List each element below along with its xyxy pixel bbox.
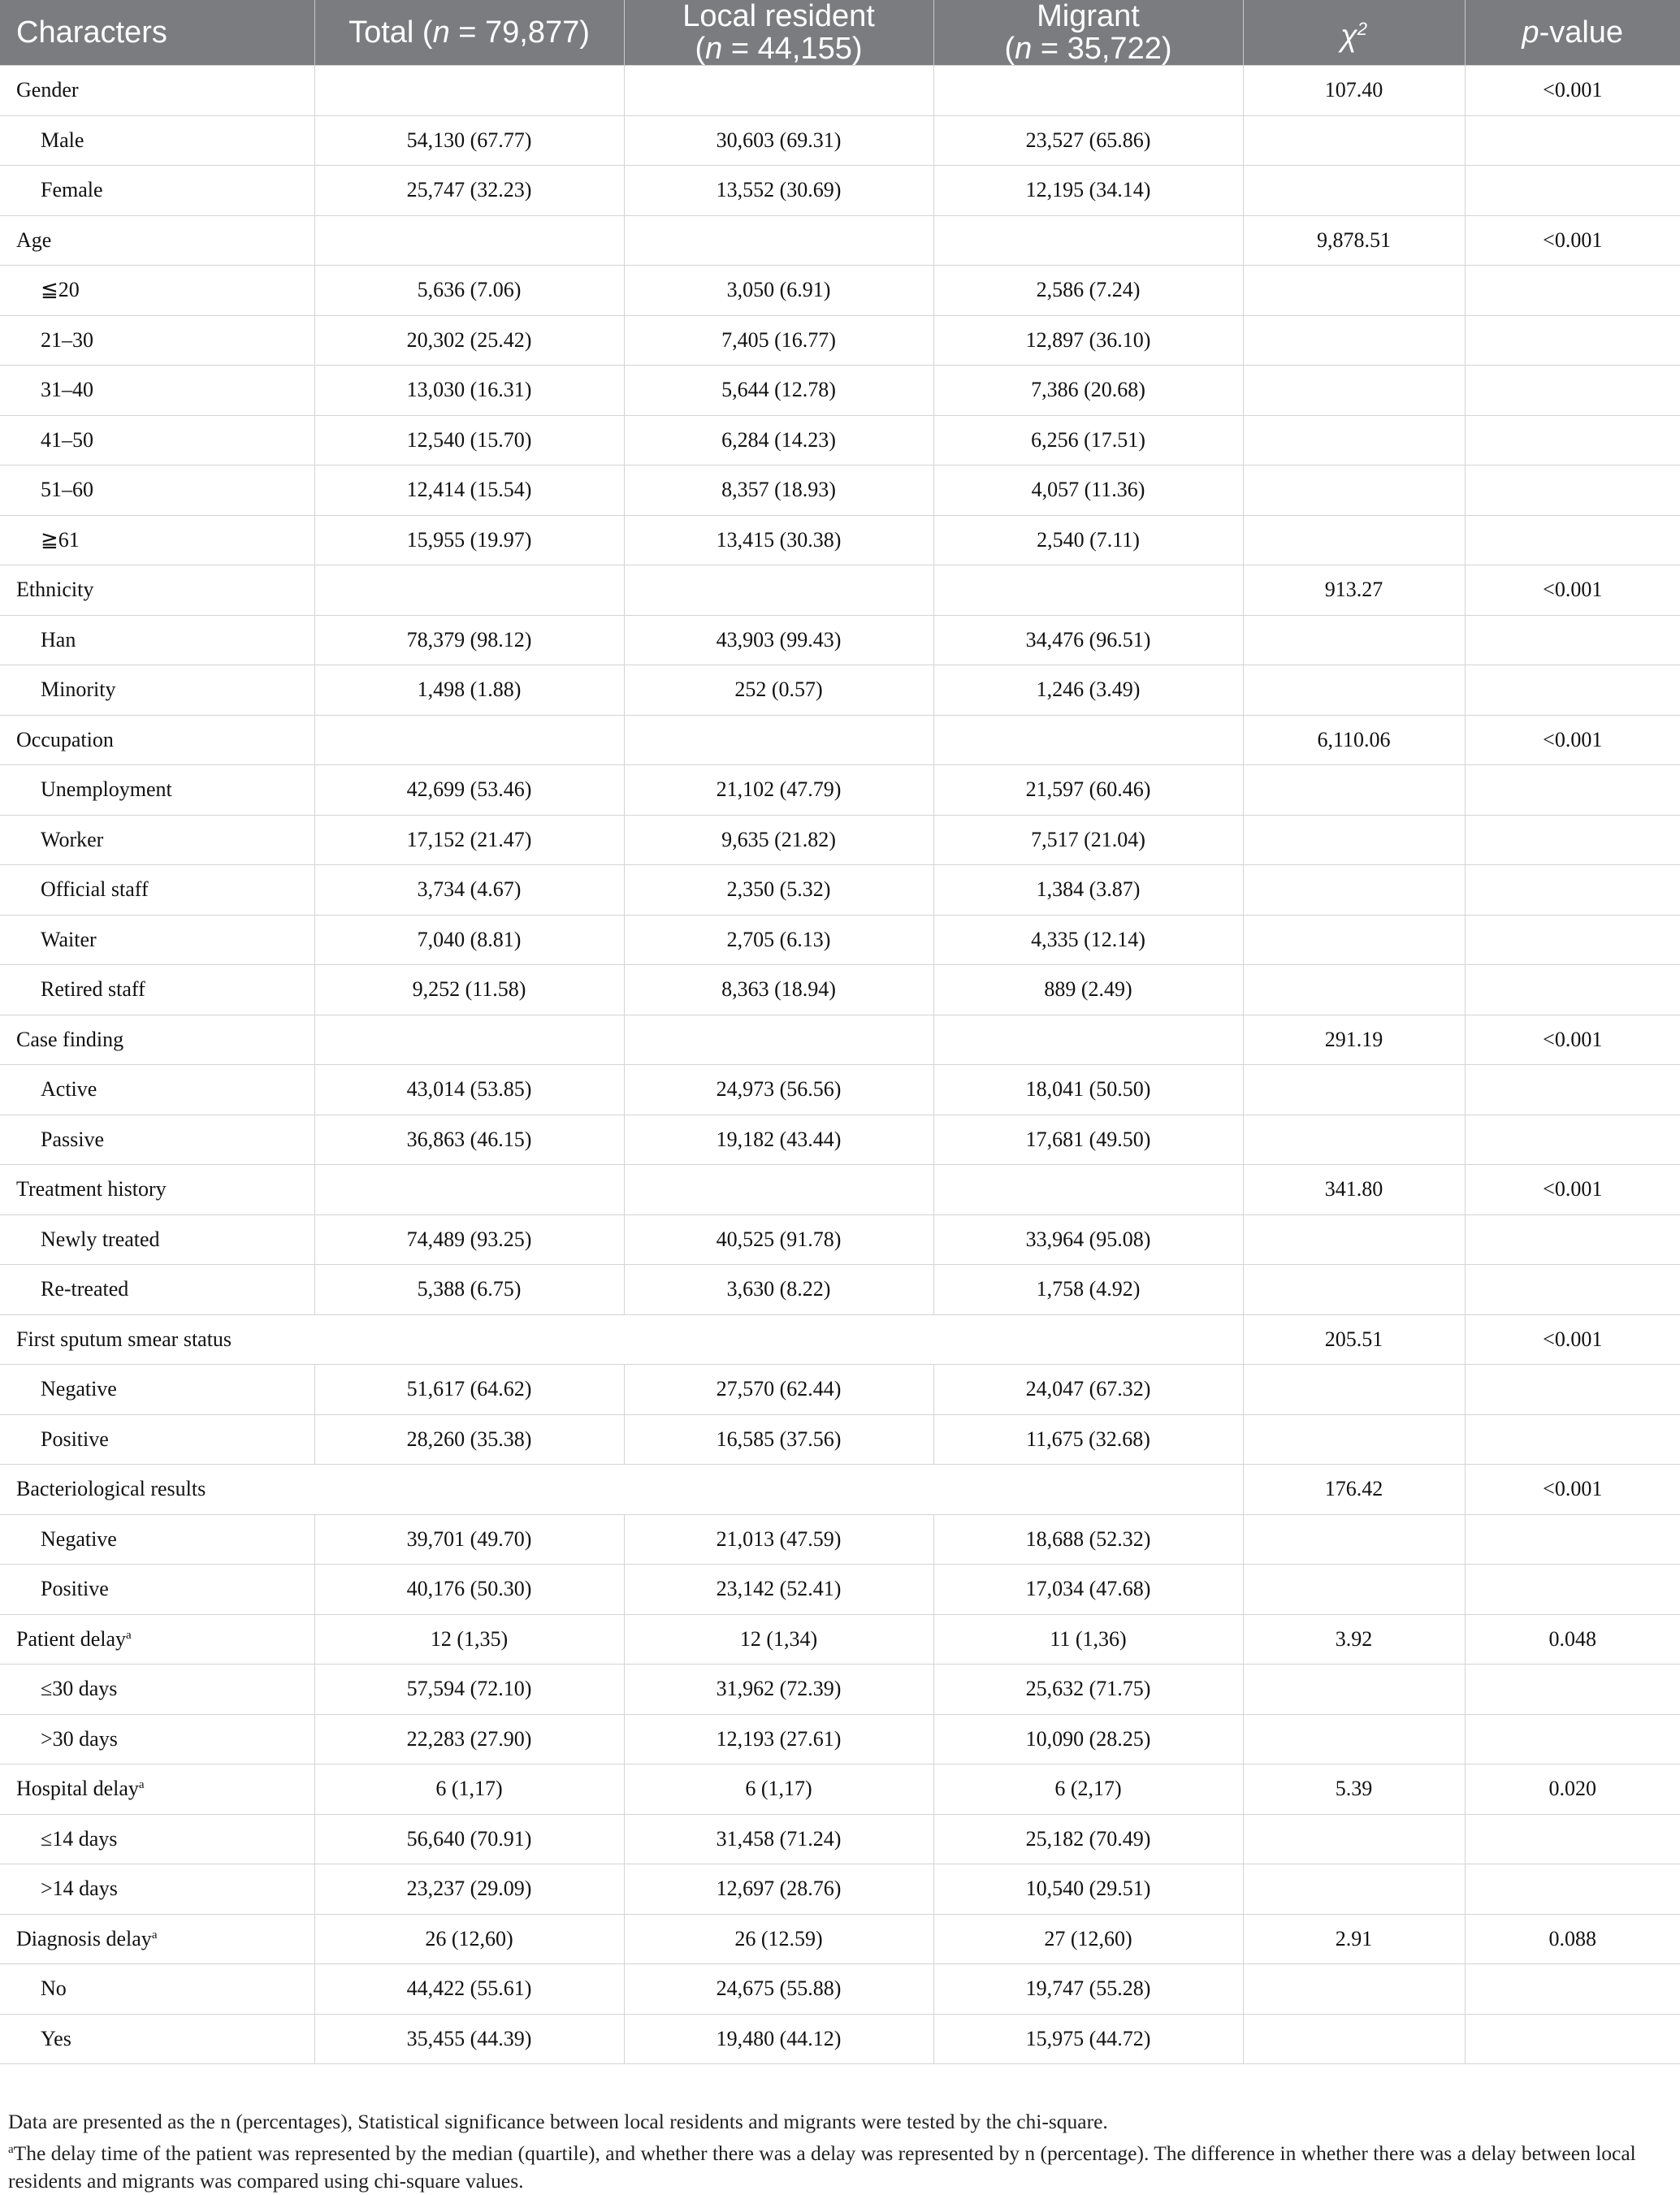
table-row [0,615,1680,665]
cell-c2: 252 (0.57) [624,665,933,716]
table-row [0,1864,1680,1915]
cell-c1 [314,66,624,116]
table-row [0,515,1680,565]
cell-c3: 6 (2,17) [933,1764,1243,1815]
cell-p [1465,1665,1680,1715]
group-label: Ethnicity [0,565,314,616]
cell-chi [1243,1714,1465,1764]
cell-c1 [314,1015,624,1065]
cell-c3 [933,66,1243,116]
cell-c3 [933,715,1243,765]
cell-c2: 31,962 (72.39) [624,1665,933,1715]
cell-c3: 4,335 (12.14) [933,915,1243,965]
group-label: Bacteriological results [0,1465,1243,1515]
table-row [0,366,1680,416]
category-label: 31–40 [0,366,314,416]
cell-chi [1243,1115,1465,1165]
table-row [0,2014,1680,2064]
cell-p [1465,1864,1680,1915]
cell-c1: 6 (1,17) [314,1764,624,1815]
cell-c1: 25,747 (32.23) [314,166,624,216]
category-label: Minority [0,665,314,716]
cell-chi [1243,515,1465,565]
cell-c2: 21,102 (47.79) [624,765,933,816]
cell-c3: 1,246 (3.49) [933,665,1243,716]
cell-c2: 24,675 (55.88) [624,1964,933,2015]
cell-c3: 7,386 (20.68) [933,366,1243,416]
cell-c2 [624,1015,933,1065]
cell-chi [1243,665,1465,716]
table-row [0,1714,1680,1764]
cell-p [1465,1365,1680,1415]
cell-chi [1243,865,1465,916]
cell-c1: 20,302 (25.42) [314,315,624,366]
cell-c3: 4,057 (11.36) [933,465,1243,516]
cell-c1: 26 (12,60) [314,1914,624,1964]
table-footnotes [8,2108,1672,2195]
table-row [0,166,1680,216]
table-row [0,1314,1680,1365]
cell-c3: 2,540 (7.11) [933,515,1243,565]
cell-c3: 11 (1,36) [933,1614,1243,1665]
cell-p [1465,115,1680,166]
header-local-resident: Local resident (n = 44,155) [624,0,933,66]
header-migrant: Migrant (n = 35,722) [933,0,1243,66]
cell-c2: 31,458 (71.24) [624,1814,933,1864]
table-row [0,1115,1680,1165]
cell-c1: 3,734 (4.67) [314,865,624,916]
cell-p [1465,366,1680,416]
table-row [0,1465,1680,1515]
cell-c1 [314,565,624,616]
category-label: Positive [0,1565,314,1615]
category-label: Active [0,1065,314,1115]
cell-c2: 12,697 (28.76) [624,1864,933,1915]
cell-p [1465,1964,1680,2015]
table-row [0,815,1680,865]
cell-c2: 26 (12.59) [624,1914,933,1964]
cell-c1: 12,414 (15.54) [314,465,624,516]
cell-p: <0.001 [1465,1015,1680,1065]
category-label: Unemployment [0,765,314,816]
cell-chi: 341.80 [1243,1165,1465,1215]
cell-c2: 3,050 (6.91) [624,266,933,316]
footnote-a: $^a$The delay time of the patient was represented by the median (quartile), and whether there was a delay was represented by n (percentage). The difference in whether there was a delay between local residents and migrants was compared using chi-square values. [8,2141,1636,2193]
table-row [0,266,1680,316]
cell-c3: 10,540 (29.51) [933,1864,1243,1915]
cell-chi: 291.19 [1243,1015,1465,1065]
cell-p: <0.001 [1465,715,1680,765]
cell-c1: 44,422 (55.61) [314,1964,624,2015]
cell-c2: 2,705 (6.13) [624,915,933,965]
cell-p [1465,1414,1680,1465]
cell-p [1465,515,1680,565]
cell-c1: 15,955 (19.97) [314,515,624,565]
cell-p [1465,1514,1680,1565]
cell-chi [1243,1814,1465,1864]
category-label: ≧61 [0,515,314,565]
cell-c2 [624,565,933,616]
cell-c2: 9,635 (21.82) [624,815,933,865]
cell-c1: 78,379 (98.12) [314,615,624,665]
cell-p [1465,1265,1680,1315]
cell-c3: 1,758 (4.92) [933,1265,1243,1315]
group-label: First sputum smear status [0,1314,1243,1365]
cell-c2: 43,903 (99.43) [624,615,933,665]
cell-c2: 6,284 (14.23) [624,415,933,465]
cell-c3: 18,041 (50.50) [933,1065,1243,1115]
cell-c2: 23,142 (52.41) [624,1565,933,1615]
cell-p [1465,166,1680,216]
cell-c2: 40,525 (91.78) [624,1214,933,1265]
category-label: Female [0,166,314,216]
cell-p: 0.020 [1465,1764,1680,1815]
table-row [0,465,1680,516]
cell-c3: 6,256 (17.51) [933,415,1243,465]
table-row [0,1614,1680,1665]
cell-p [1465,1115,1680,1165]
cell-c2: 6 (1,17) [624,1764,933,1815]
table-row [0,715,1680,765]
cell-chi [1243,366,1465,416]
cell-chi: 3.92 [1243,1614,1465,1665]
table-row [0,1764,1680,1815]
cell-p [1465,266,1680,316]
category-label: >30 days [0,1714,314,1764]
cell-c2: 2,350 (5.32) [624,865,933,916]
table-row [0,565,1680,616]
cell-c1: 22,283 (27.90) [314,1714,624,1764]
cell-chi [1243,1265,1465,1315]
table-row [0,1565,1680,1615]
cell-chi: 176.42 [1243,1465,1465,1515]
category-label: 51–60 [0,465,314,516]
cell-chi [1243,315,1465,366]
cell-c2: 24,973 (56.56) [624,1065,933,1115]
category-label: Negative [0,1514,314,1565]
cell-p: <0.001 [1465,215,1680,266]
cell-c3 [933,565,1243,616]
table-row [0,415,1680,465]
cell-c3: 27 (12,60) [933,1914,1243,1964]
cell-c1: 1,498 (1.88) [314,665,624,716]
cell-p: <0.001 [1465,1465,1680,1515]
cell-c2: 21,013 (47.59) [624,1514,933,1565]
cell-c2 [624,215,933,266]
cell-c2 [624,715,933,765]
category-label: Retired staff [0,965,314,1015]
cell-chi [1243,615,1465,665]
category-label: 21–30 [0,315,314,366]
cell-p: 0.088 [1465,1914,1680,1964]
header-characters: Characters [0,0,314,66]
cell-p: 0.048 [1465,1614,1680,1665]
category-label: Positive [0,1414,314,1465]
table-row [0,1414,1680,1465]
cell-c1: 5,388 (6.75) [314,1265,624,1315]
cell-chi [1243,915,1465,965]
footnote-main: Data are presented as the n (percentages), Statistical significance between local residents and migrants were tested by the chi-square. [8,2110,1108,2133]
cell-c3: 17,034 (47.68) [933,1565,1243,1615]
category-label: 41–50 [0,415,314,465]
cell-chi [1243,166,1465,216]
cell-c3: 24,047 (67.32) [933,1365,1243,1415]
header-total: Total (n = 79,877) [314,0,624,66]
table-row [0,1015,1680,1065]
cell-c3: 25,182 (70.49) [933,1814,1243,1864]
cell-c1: 35,455 (44.39) [314,2014,624,2064]
cell-c2: 13,552 (30.69) [624,166,933,216]
cell-c1: 57,594 (72.10) [314,1665,624,1715]
header-chi-square: $\chi^2$ [1243,0,1465,66]
cell-p [1465,915,1680,965]
cell-c2 [624,66,933,116]
cell-c2: 13,415 (30.38) [624,515,933,565]
cell-c1 [314,215,624,266]
cell-c1: 23,237 (29.09) [314,1864,624,1915]
cell-c3: 33,964 (95.08) [933,1214,1243,1265]
cell-c3 [933,1015,1243,1065]
table-row [0,1914,1680,1964]
table-body [0,66,1680,2064]
cell-c3: 15,975 (44.72) [933,2014,1243,2064]
cell-chi: 6,110.06 [1243,715,1465,765]
table-row [0,215,1680,266]
cell-c1: 40,176 (50.30) [314,1565,624,1615]
cell-c1: 5,636 (7.06) [314,266,624,316]
table-row [0,66,1680,116]
cell-c3: 7,517 (21.04) [933,815,1243,865]
cell-chi: 205.51 [1243,1314,1465,1365]
cell-c3: 25,632 (71.75) [933,1665,1243,1715]
cell-c3: 12,195 (34.14) [933,166,1243,216]
table-row [0,665,1680,716]
cell-chi [1243,1414,1465,1465]
group-label: Occupation [0,715,314,765]
cell-c2: 3,630 (8.22) [624,1265,933,1315]
cell-c3: 1,384 (3.87) [933,865,1243,916]
cell-p [1465,2014,1680,2064]
cell-c3: 18,688 (52.32) [933,1514,1243,1565]
cell-c3: 17,681 (49.50) [933,1115,1243,1165]
cell-chi [1243,1864,1465,1915]
cell-chi [1243,1065,1465,1115]
cell-p [1465,1814,1680,1864]
group-label: Diagnosis delay$^a$ [0,1914,314,1964]
cell-c1: 51,617 (64.62) [314,1365,624,1415]
table-row [0,1665,1680,1715]
cell-chi [1243,765,1465,816]
cell-c3: 12,897 (36.10) [933,315,1243,366]
cell-c2: 8,357 (18.93) [624,465,933,516]
table-row [0,1165,1680,1215]
table-row [0,965,1680,1015]
table-row [0,1964,1680,2015]
cell-c2: 5,644 (12.78) [624,366,933,416]
cell-c1: 12,540 (15.70) [314,415,624,465]
cell-c3: 21,597 (60.46) [933,765,1243,816]
cell-c2: 12 (1,34) [624,1614,933,1665]
cell-chi [1243,1964,1465,2015]
group-label: Gender [0,66,314,116]
cell-c1: 17,152 (21.47) [314,815,624,865]
cell-chi [1243,1665,1465,1715]
cell-c1: 39,701 (49.70) [314,1514,624,1565]
cell-c2: 12,193 (27.61) [624,1714,933,1764]
category-label: ≤14 days [0,1814,314,1864]
cell-c1: 7,040 (8.81) [314,915,624,965]
cell-chi [1243,965,1465,1015]
cell-p [1465,1714,1680,1764]
cell-p [1465,1214,1680,1265]
cell-p [1465,865,1680,916]
cell-p: <0.001 [1465,1314,1680,1365]
category-label: Passive [0,1115,314,1165]
table-row [0,765,1680,816]
cell-c1: 74,489 (93.25) [314,1214,624,1265]
cell-p [1465,465,1680,516]
group-label: Hospital delay$^a$ [0,1764,314,1815]
table-row [0,115,1680,166]
cell-chi: 2.91 [1243,1914,1465,1964]
category-label: No [0,1964,314,2015]
table-row [0,315,1680,366]
cell-c2 [624,1165,933,1215]
cell-c1: 12 (1,35) [314,1614,624,1665]
cell-c3: 2,586 (7.24) [933,266,1243,316]
category-label: Yes [0,2014,314,2064]
cell-c2: 19,480 (44.12) [624,2014,933,2064]
header-row [0,0,1680,66]
group-label: Case finding [0,1015,314,1065]
cell-chi [1243,115,1465,166]
table-row [0,1814,1680,1864]
table-row [0,1514,1680,1565]
cell-p: <0.001 [1465,66,1680,116]
cell-p [1465,415,1680,465]
cell-c3: 19,747 (55.28) [933,1964,1243,2015]
category-label: Male [0,115,314,166]
cell-c1: 56,640 (70.91) [314,1814,624,1864]
category-label: Official staff [0,865,314,916]
cell-p: <0.001 [1465,565,1680,616]
cell-p [1465,815,1680,865]
cell-p: <0.001 [1465,1165,1680,1215]
cell-chi [1243,1214,1465,1265]
cell-c2: 19,182 (43.44) [624,1115,933,1165]
cell-c3: 11,675 (32.68) [933,1414,1243,1465]
category-label: Waiter [0,915,314,965]
cell-chi [1243,815,1465,865]
cell-chi: 107.40 [1243,66,1465,116]
cell-c1: 54,130 (67.77) [314,115,624,166]
cell-chi [1243,266,1465,316]
category-label: Re-treated [0,1265,314,1315]
cell-p [1465,315,1680,366]
cell-c2: 30,603 (69.31) [624,115,933,166]
cell-c3: 10,090 (28.25) [933,1714,1243,1764]
cell-c1: 13,030 (16.31) [314,366,624,416]
cell-c3 [933,1165,1243,1215]
cell-p [1465,1065,1680,1115]
cell-chi: 913.27 [1243,565,1465,616]
group-label: Age [0,215,314,266]
cell-c3: 889 (2.49) [933,965,1243,1015]
group-label: Patient delay$^a$ [0,1614,314,1665]
cell-p [1465,615,1680,665]
cell-p [1465,1565,1680,1615]
cell-p [1465,665,1680,716]
cell-c3: 23,527 (65.86) [933,115,1243,166]
cell-c2: 7,405 (16.77) [624,315,933,366]
category-label: Newly treated [0,1214,314,1265]
category-label: ≦20 [0,266,314,316]
table-row [0,1065,1680,1115]
category-label: Negative [0,1365,314,1415]
cell-chi [1243,1565,1465,1615]
table-row [0,865,1680,916]
table-row [0,1214,1680,1265]
cell-p [1465,965,1680,1015]
cell-c2: 8,363 (18.94) [624,965,933,1015]
cell-c1: 9,252 (11.58) [314,965,624,1015]
table-row [0,1265,1680,1315]
header-p-value: p-value [1465,0,1680,66]
cell-p [1465,765,1680,816]
cell-c3 [933,215,1243,266]
cell-c1 [314,715,624,765]
cell-c1: 36,863 (46.15) [314,1115,624,1165]
cell-c2: 16,585 (37.56) [624,1414,933,1465]
category-label: >14 days [0,1864,314,1915]
category-label: Worker [0,815,314,865]
cell-c1 [314,1165,624,1215]
cell-chi [1243,2014,1465,2064]
cell-chi [1243,465,1465,516]
cell-c3: 34,476 (96.51) [933,615,1243,665]
table-row [0,915,1680,965]
cell-chi [1243,1365,1465,1415]
category-label: ≤30 days [0,1665,314,1715]
cell-c1: 43,014 (53.85) [314,1065,624,1115]
cell-chi [1243,415,1465,465]
category-label: Han [0,615,314,665]
cell-c2: 27,570 (62.44) [624,1365,933,1415]
table-row [0,1365,1680,1415]
cell-chi: 9,878.51 [1243,215,1465,266]
cell-chi [1243,1514,1465,1565]
cell-chi: 5.39 [1243,1764,1465,1815]
cell-c1: 28,260 (35.38) [314,1414,624,1465]
group-label: Treatment history [0,1165,314,1215]
cell-c1: 42,699 (53.46) [314,765,624,816]
